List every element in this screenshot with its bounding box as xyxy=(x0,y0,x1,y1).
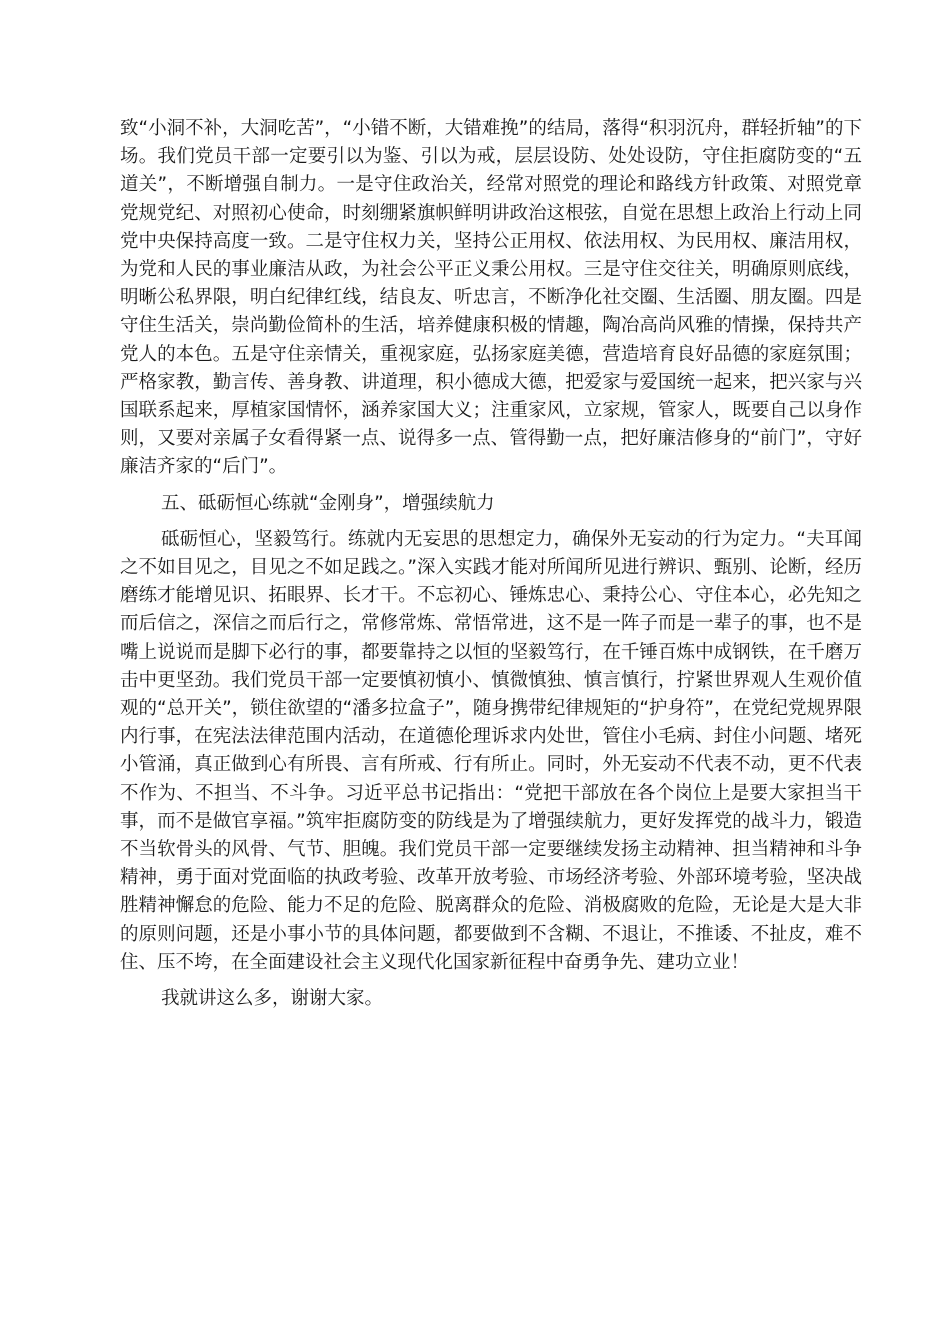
paragraph-perseverance: 砥砺恒心，坚毅笃行。练就内无妄思的思想定力，确保外无妄动的行为定力。“夫耳闻之不如目见之，目见之不如足践之。”深入实践才能对所闻所见进行辨识、甄别、论断，经历磨练才能增见识、拓眼界、长才干。不忘初心、锤炼忠心、秉持公心、守住本心，必先知之而后信之，深信之而后行之，常修常炼、常悟常进，这不是一阵子而是一辈子的事，也不是嘴上说说而是脚下必行的事，都要靠持之以恒的坚毅笃行，在千锤百炼中成钢铁，在千磨万击中更坚劲。我们党员干部一定要慎初慎小、慎微慎独、慎言慎行，拧紧世界观人生观价值观的“总开关”，锁住欲望的“潘多拉盒子”，随身携带纪律规矩的“护身符”，在党纪党规界限内行事，在宪法法律范围内活动，在道德伦理诉求内处世，管住小毛病、封住小问题、堵死小管涌，真正做到心有所畏、言有所戒、行有所止。同时，外无妄动不代表不动，更不代表不作为、不担当、不斗争。习近平总书记指出：“党把干部放在各个岗位上是要大家担当干事，而不是做官享福。”筑牢拒腐防变的防线是为了增强续航力，更好发挥党的战斗力，锻造不当软骨头的风骨、气节、胆魄。我们党员干部一定要继续发扬主动精神、担当精神和斗争精神，勇于面对党面临的执政考验、改革开放考验、市场经济考验、外部环境考验，坚决战胜精神懈怠的危险、能力不足的危险、脱离群众的危险、消极腐败的危险，无论是大是大非的原则问题，还是小事小节的具体问题，都要做到不含糊、不退让，不推诿、不扯皮，难不住、压不垮，在全面建设社会主义现代化国家新征程中奋勇争先、建功立业！ xyxy=(120,528,863,973)
document-body xyxy=(120,115,862,1013)
closing-remark: 我就讲这么多，谢谢大家。 xyxy=(161,988,384,1010)
paragraph-five-gates: 致“小洞不补，大洞吃苦”，“小错不断，大错难挽”的结局，落得“积羽沉舟，群轻折轴”的下场。我们党员干部一定要引以为鉴、引以为戒，层层设防、处处设防，守住拒腐防变的“五道关”，不断增强自制力。一是守住政治关，经常对照党的理论和路线方针政策、对照党章党规党纪、对照初心使命，时刻绷紧旗帜鲜明讲政治这根弦，自觉在思想上政治上行动上同党中央保持高度一致。二是守住权力关，坚持公正用权、依法用权、为民用权、廉洁用权，为党和人民的事业廉洁从政，为社会公平正义秉公用权。三是守住交往关，明确原则底线，明晰公私界限，明白纪律红线，结良友、听忠言，不断净化社交圈、生活圈、朋友圈。四是守住生活关，崇尚勤俭简朴的生活，培养健康积极的情趣，陶冶高尚风雅的情操，保持共产党人的本色。五是守住亲情关，重视家庭，弘扬家庭美德，营造培育良好品德的家庭氛围；严格家教，勤言传、善身教、讲道理，积小德成大德，把爱家与爱国统一起来，把兴家与兴国联系起来，厚植家国情怀，涵养家国大义；注重家风，立家规，管家人，既要自己以身作则，又要对亲属子女看得紧一点、说得多一点、管得勤一点，把好廉洁修身的“前门”，守好廉洁齐家的“后门”。 xyxy=(120,118,863,478)
section-heading: 五、砥砺恒心练就“金刚身”，增强续航力 xyxy=(161,492,495,514)
